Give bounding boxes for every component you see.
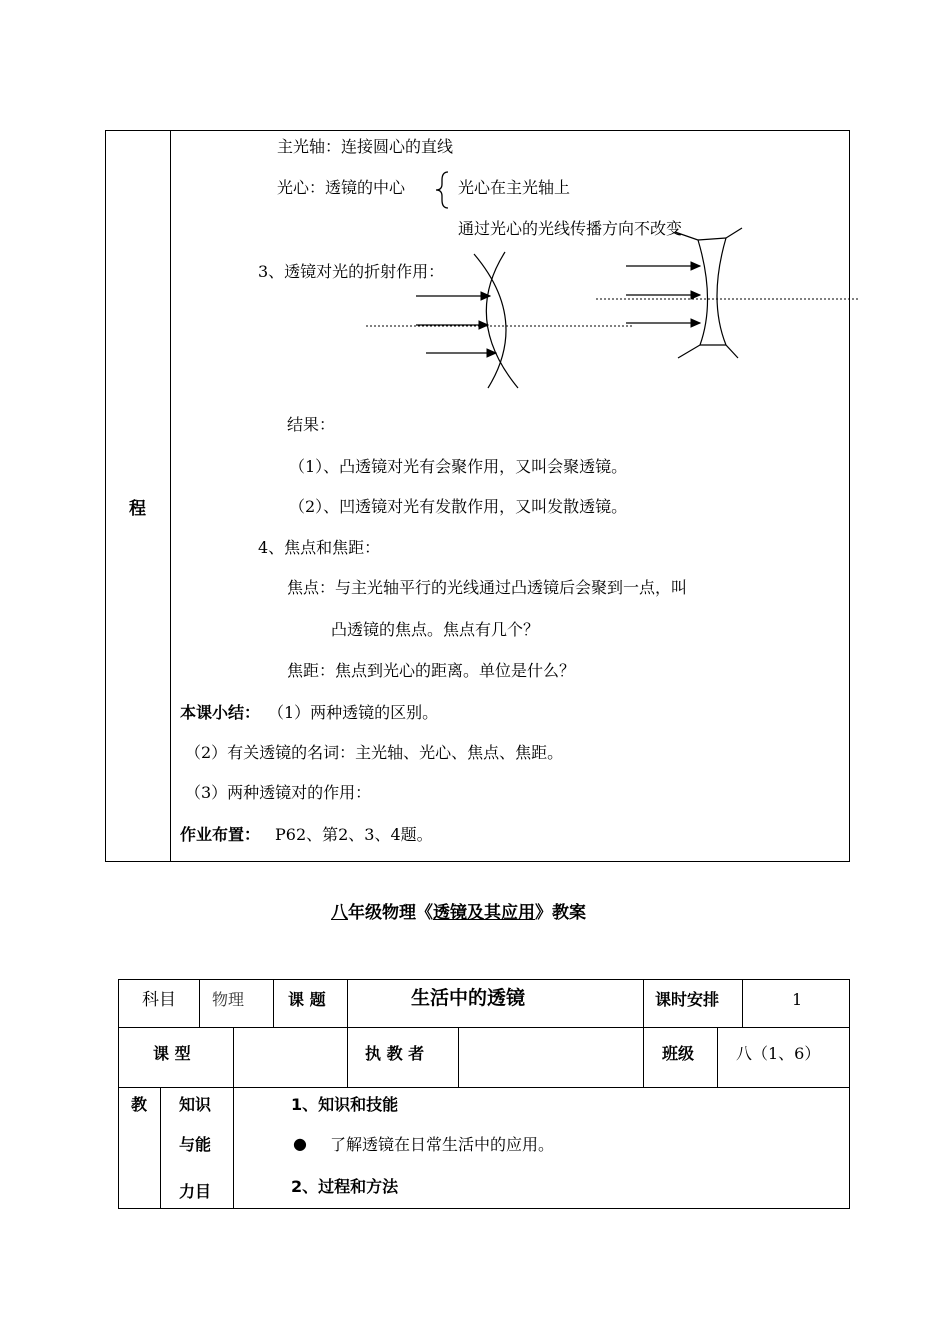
row2-divider-4 [643,1027,644,1088]
row1-divider-1 [199,979,200,1028]
type-label: 课 型 [153,1044,191,1063]
focus-definition-1: 焦点：与主光轴平行的光线通过凸透镜后会聚到一点，叫 [287,578,688,597]
focal-length-definition: 焦距：焦点到光心的距离。单位是什么？ [287,661,576,680]
result-convex: （1）、凸透镜对光有会聚作用，又叫会聚透镜。 [289,457,628,476]
lower-table-right-border [849,979,850,1209]
summary-item-2: （2）有关透镜的名词：主光轴、光心、焦点、焦距。 [185,743,564,762]
lower-table-top-border [118,979,850,980]
teacher-label: 执 教 者 [365,1044,425,1063]
lower-table-row1-border [118,1027,850,1028]
brace-icon [436,172,448,208]
row1-divider-5 [742,979,743,1028]
topic-value: 生活中的透镜 [411,987,526,1009]
homework-label: 作业布置： [180,825,261,844]
document-title [331,903,586,923]
summary-item-1: （1）两种透镜的区别。 [268,703,439,722]
lower-table-bottom-border [118,1208,850,1209]
title-unit: 透镜及其应用 [433,903,535,923]
goal-label-line-1: 知识 [179,1095,212,1114]
row2-divider-1 [233,1027,234,1088]
row1-divider-4 [643,979,644,1028]
focus-definition-2: 凸透镜的焦点。焦点有几个？ [331,620,540,639]
class-value: 八（1、6） [736,1044,821,1063]
row3-divider-1 [160,1087,161,1209]
axis-definition: 主光轴：连接圆心的直线 [277,137,454,156]
summary-label: 本课小结： [180,703,261,722]
row2-divider-3 [458,1027,459,1088]
result-concave: （2）、凹透镜对光有发散作用，又叫发散透镜。 [289,497,628,516]
topic-label: 课 题 [288,990,326,1009]
subject-value: 物理 [212,990,245,1009]
brace-item-1: 光心在主光轴上 [458,178,571,197]
row1-divider-3 [347,979,348,1028]
subject-label: 科目 [142,990,176,1010]
refraction-heading: 3、透镜对光的折射作用： [258,262,445,281]
lower-table-left-border [118,979,119,1209]
brace-item-2: 通过光心的光线传播方向不改变 [458,219,683,238]
homework-value: P62、第2、3、4题。 [275,825,433,844]
bullet-icon: ● [293,1134,307,1153]
convex-lens-icon [474,252,518,388]
teach-label: 教 [131,1095,148,1114]
row2-divider-5 [717,1027,718,1088]
summary-item-3: （3）两种透镜对的作用： [185,783,372,802]
schedule-label: 课时安排 [655,990,720,1009]
side-label: 程 [129,499,146,519]
concave-lens-icon [675,228,742,358]
objective-item-2: 2、过程和方法 [291,1177,399,1196]
class-label: 班级 [662,1044,695,1063]
focus-heading: 4、焦点和焦距： [258,538,381,557]
result-label: 结果： [287,415,336,434]
goal-label-line-2: 与能 [179,1135,212,1154]
convex-incident-rays [416,296,496,353]
concave-incident-rays [626,266,700,323]
goal-label-line-3: 力目 [179,1182,212,1201]
lower-table-row2-border [118,1087,850,1088]
title-grade: 八 [331,903,348,923]
row1-divider-2 [273,979,274,1028]
row2-divider-2 [347,1027,348,1088]
row3-divider-2 [233,1087,234,1209]
objective-item-1: 1、知识和技能 [291,1095,399,1114]
objective-bullet-1: 了解透镜在日常生活中的应用。 [330,1135,555,1154]
title-end: 》教案 [535,903,586,923]
title-middle: 年级物理《 [348,903,433,923]
schedule-value: 1 [792,990,803,1009]
center-definition: 光心：透镜的中心 [277,178,406,197]
